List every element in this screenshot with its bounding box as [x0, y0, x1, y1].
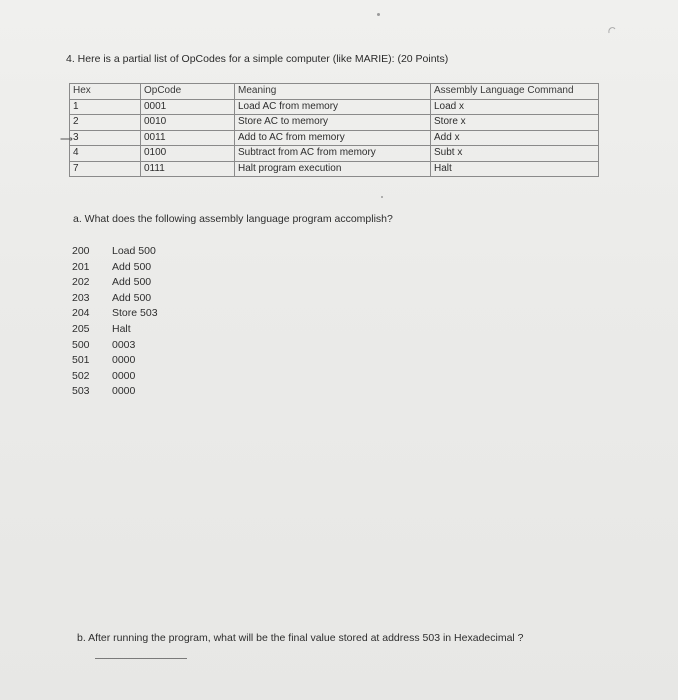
program-address: 204: [72, 307, 90, 320]
header-opcode: OpCode: [141, 84, 235, 100]
table-row: [70, 99, 599, 115]
cell-meaning: Halt program execution: [235, 161, 431, 177]
pen-curl-mark-icon: [606, 24, 618, 36]
program-instruction: 0003: [112, 338, 136, 351]
cell-meaning: Add to AC from memory: [235, 130, 431, 146]
cell-assembly: Store x: [431, 115, 599, 131]
program-address: 202: [72, 276, 90, 289]
table-row: [70, 130, 599, 146]
cell-meaning: Store AC to memory: [235, 115, 431, 131]
part-a-prompt: a. What does the following assembly language program accomplish?: [73, 213, 393, 225]
cell-hex: 7: [70, 161, 141, 177]
table-row: [70, 161, 599, 177]
cell-meaning: Load AC from memory: [235, 99, 431, 115]
header-hex: Hex: [70, 84, 141, 100]
program-address: 203: [72, 291, 90, 304]
table-row: [70, 115, 599, 131]
program-line: [72, 322, 158, 338]
assembly-program-listing: [72, 244, 158, 400]
program-instruction: 0000: [112, 354, 136, 367]
program-line: [72, 306, 158, 322]
cell-meaning: Subtract from AC from memory: [235, 146, 431, 162]
cell-opcode: 0010: [141, 115, 235, 131]
cell-opcode: 0011: [141, 130, 235, 146]
program-address: 201: [72, 260, 90, 273]
program-line: [72, 353, 158, 369]
cell-hex: 3: [70, 130, 141, 146]
program-instruction: 0000: [112, 369, 136, 382]
table-row: [70, 146, 599, 162]
cell-hex: 2: [70, 115, 141, 131]
cell-hex: 1: [70, 99, 141, 115]
program-instruction: Halt: [112, 322, 131, 335]
program-address: 503: [72, 385, 90, 398]
program-instruction: 0000: [112, 385, 136, 398]
opcode-table: [69, 83, 599, 177]
program-instruction: Add 500: [112, 291, 152, 304]
header-meaning: Meaning: [235, 84, 431, 100]
cell-opcode: 0111: [141, 161, 235, 177]
cell-assembly: Halt: [431, 161, 599, 177]
program-address: 205: [72, 322, 90, 335]
program-instruction: Add 500: [112, 260, 152, 273]
cell-assembly: Subt x: [431, 146, 599, 162]
cell-assembly: Add x: [431, 130, 599, 146]
program-address: 200: [72, 245, 90, 257]
table-header-row: [70, 84, 599, 100]
program-instruction: Add 500: [112, 276, 152, 289]
program-line: [72, 291, 158, 307]
paper-speck: [381, 196, 383, 198]
program-line: [72, 244, 158, 260]
part-b-prompt: b. After running the program, what will be the final value stored at address 503 in Hexadecimal ?: [77, 632, 524, 644]
program-line: [72, 384, 158, 400]
program-address: 500: [72, 338, 90, 351]
cell-hex: 4: [70, 146, 141, 162]
cell-opcode: 0001: [141, 99, 235, 115]
cell-assembly: Load x: [431, 99, 599, 115]
program-instruction: Load 500: [112, 245, 156, 257]
program-line: [72, 338, 158, 354]
cell-opcode: 0100: [141, 146, 235, 162]
answer-blank-line[interactable]: [95, 658, 187, 659]
program-instruction: Store 503: [112, 307, 158, 320]
program-line: [72, 260, 158, 276]
program-line: [72, 275, 158, 291]
program-address: 502: [72, 369, 90, 382]
program-line: [72, 369, 158, 385]
pen-mark-icon: ⟶: [60, 134, 73, 144]
question-title: 4. Here is a partial list of OpCodes for a simple computer (like MARIE): (20 Points): [66, 53, 449, 65]
header-assembly: Assembly Language Command: [431, 84, 599, 100]
program-address: 501: [72, 354, 90, 367]
paper-speck: [377, 13, 380, 16]
